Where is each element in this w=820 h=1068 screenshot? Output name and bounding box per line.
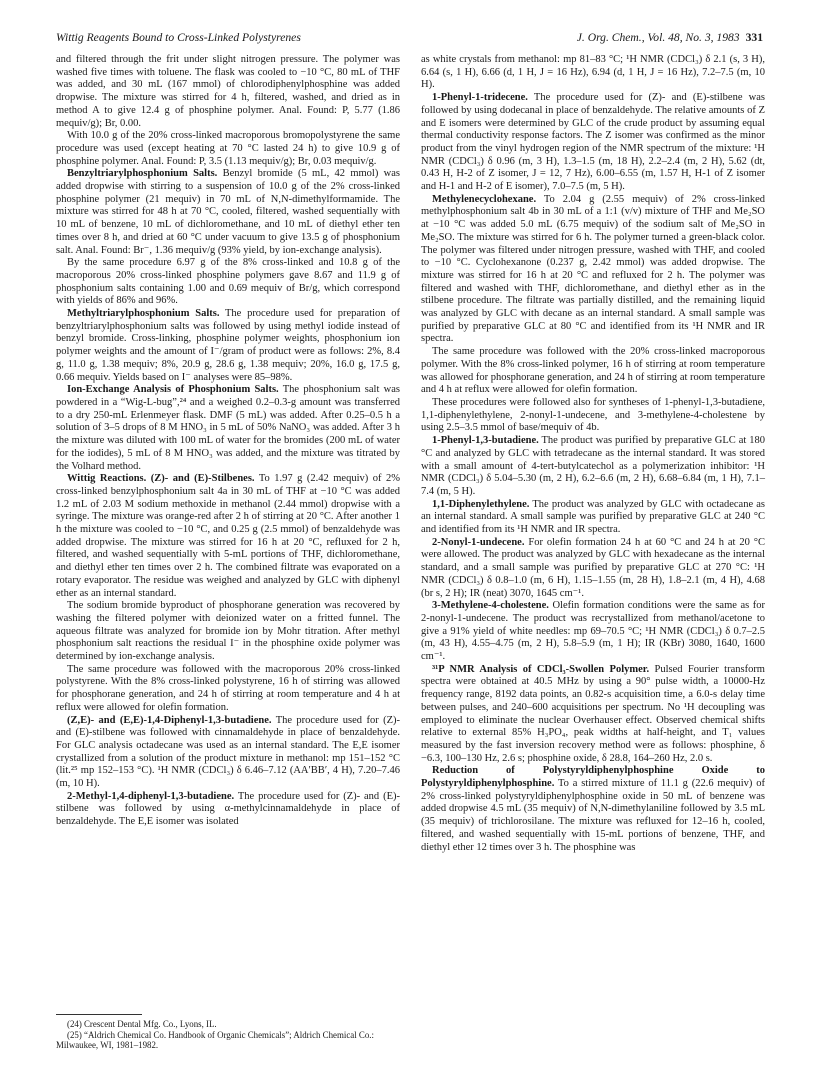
paragraph-text: For olefin formation 24 h at 60 °C and 24 h at 20 °C were allowed. The product was analyzed by GLC with hexadecane as the internal standard, and a small sample was purified by preparative GLC at 270 °C: ¹H NMR (CDCl₃) δ 0.8–1.0 (m, 6 H), 1.15–1.55 (m, 28 H), 1.8–2.1 (m, 4 H), 4.68 (br s, 2 H); IR (neat) 3070, 1645 cm⁻¹. — [421, 536, 765, 599]
paragraph — [421, 54, 765, 92]
paragraph-text: The same procedure was followed with the 20% cross-linked macroporous polymer. With the 8% cross-linked polymer, 16 h of stirring at room temperature was allowed for phosphorane generation, and 24 h of stirring at room temperature and 4 h at reflux were allowed for olefin formation. — [421, 346, 765, 396]
paragraph — [56, 257, 400, 308]
paragraph — [421, 435, 765, 499]
paragraph — [421, 664, 765, 766]
footnotes — [56, 1014, 400, 1051]
footnote-24: (24) Crescent Dental Mfg. Co., Lyons, IL. — [67, 1019, 217, 1029]
paragraph-text: The product was purified by preparative GLC at 180 °C and analyzed by GLC with tetradecane as the internal standard. It was stored with a small amount of 4-tert-butylcatechol as a polymerization inhibitor: ¹H NMR (CDCl₃) δ 5.04–5.30 (m, 2 H), 6.2–6.6 (m, 2 H), 6.68–6.84 (m, 1 H), 7.1–7.4 (m, 5 H). — [421, 435, 765, 497]
paragraph — [56, 791, 400, 829]
left-column — [56, 54, 400, 829]
journal-citation: J. Org. Chem., Vol. 48, No. 3, 1983 — [576, 31, 740, 44]
section-heading: 3-Methylene-4-cholestene. — [432, 600, 549, 612]
paragraph — [421, 537, 765, 601]
paragraph-text: The procedure used for (Z)- and (E)-stilbene was followed by using dodecanal in place of benzaldehyde. The relative amounts of Z and E isomers were determined by GLC of the crude product by assuming equal thermal conductivity response factors. The Z isomer was confirmed as the minor product from the vinyl hydrogen region of the NMR spectrum of the mixture: ¹H NMR (CDCl₃) δ 0.96 (m, 3 H), 1.3–1.5 (m, 18 H), 2.2–2.4 (m, 2 H), 5.62 (dt, 0.43 H, H-2 of Z isomer, J = 12, 7 Hz), 6.00–6.55 (m, 1.57 H, H-1 of Z isomer and H-1 and H-2 of E isomer), 7.0–7.5 (m, 5 H). — [421, 92, 765, 193]
paragraph-text: Benzyl bromide (5 mL, 42 mmol) was added dropwise with stirring to a suspension of 10.0 g of the 2% cross-linked phosphine polymer (21 mequiv) in 70 mL of N,N-dimethylformamide. The mixture was stirred for 48 h at 70 °C, cooled, filtered, washed sequentially with 10 mL of benzene, 10 mL of dichloromethane, and 10 mL of diethyl ether ten times over 8 h, and dried at 60 °C under vacuum to give 13.5 g of phosphonium salt. Anal. Found: Br⁻, 1.36 mequiv/g (93% yield, by ion-exchange analysis). — [56, 168, 400, 256]
paragraph-text: Olefin formation conditions were the same as for 2-nonyl-1-undecene. The product was recrystallized from methanol/acetone to give a 91% yield of white needles: mp 69–70.5 °C; ¹H NMR (CDCl₃) δ 0.7–2.5 (m, 43 H), 4.55–4.75 (m, 2 H), 5.8–5.9 (m, 1 H); IR (KBr) 3080, 1640, 1600 cm⁻¹. — [421, 600, 765, 663]
paragraph-text: To 2.04 g (2.55 mequiv) of 2% cross-linked methylphosphonium salt 4b in 30 mL of a 1:1 (v/v) mixture of THF and Me₂SO at −10 °C was added 5.0 mL (6.75 mequiv) of the sodium salt of Me₂SO in Me₂SO. The mixture was stirred for 6 h. The polymer turned a green-black color. The polymer was filtered under nitrogen pressure, washed with THF, and cooled to −10 °C. Cyclohexanone (0.237 g, 2.42 mmol) was added dropwise. The mixture was stirred for 16 h at 20 °C and refluxed for 2 h. The polymer was filtered and washed with THF, dichloromethane, and diethyl ether as in the stilbene procedure. The filtrate was partially distilled, and the remaining liquid was analyzed by GLC with decane as an internal standard. A small sample was purified by preparative GLC at 80 °C and identified from its ¹H NMR and IR spectra. — [421, 193, 765, 345]
paragraph-text: The same procedure was followed with the macroporous 20% cross-linked polystyrene. With the 8% cross-linked polystyrene, 16 h of stirring was allowed for phosphorane generation, and 24 h of stirring at room temperature and 4 h at reflux were allowed for olefin formation. — [56, 663, 400, 713]
paragraph-text: Pulsed Fourier transform spectra were obtained at 40.5 MHz by using a 90° pulse width, a 10000-Hz frequency range, 8192 data points, an 0.82-s acquisition time, a 6.0-s delay time between pulses, and 240–600 acquisitions per spectrum. No ¹H decoupling was employed to eliminate the nuclear Overhauser effect. Observed chemical shifts relative to external 85% H₃PO₄, peak widths at half-height, and T₁ values measured by the fast inversion recovery method were as follows: phosphine, δ −6.3, 100–130 Hz, 2.6 s; phosphine oxide, δ 28.8, 164–260 Hz, 2.0 s. — [421, 663, 765, 764]
section-heading: Ion-Exchange Analysis of Phosphonium Salts. — [67, 384, 279, 396]
section-heading: Wittig Reactions. (Z)- and (E)-Stilbenes. — [67, 473, 255, 485]
section-heading: Reduction of Polystyryldiphenylphosphine Oxide to Polystyryldiphenylphosphine. — [421, 765, 765, 790]
paragraph-text: and filtered through the frit under slight nitrogen pressure. The polymer was washed five times with toluene. The flask was cooled to −10 °C, 80 mL of THF was added, and 30 mL (167 mmol) of chlorodiphenylphosphine was added dropwise. The mixture was stirred for 4 h, filtered, washed, and dried as in method A to give 12.4 g of phosphine polymer. Anal. Found: P, 5.77 (1.86 mequiv/g); Br, 0.00. — [56, 54, 400, 129]
paragraph-text: The procedure used for (Z)- and (E)-stilbene was followed with cinnamaldehyde in place of benzaldehyde. For GLC analysis octadecane was used as an internal standard. The E,E isomer crystallized from a solution of the product mixture in methanol: mp 151–152 °C (lit.²⁵ mp 152–153 °C). ¹H NMR (CDCl₃) δ 6.46–7.12 (AA′BB′, 4 H), 7.20–7.46 (m, 10 H). — [56, 714, 400, 790]
right-column — [421, 54, 765, 854]
paragraph — [56, 473, 400, 600]
paragraph — [421, 346, 765, 397]
section-heading: 1-Phenyl-1-tridecene. — [432, 92, 528, 104]
paragraph — [56, 600, 400, 664]
paragraph — [421, 765, 765, 854]
paragraph-text: With 10.0 g of the 20% cross-linked macroporous bromopolystyrene the same procedure was used (except heating at 70 °C lasted 24 h) to give 10.9 g of phosphine polymer. Anal. Found: P, 3.5 (1.13 mequiv/g); Br, 0.03 mequiv/g. — [56, 130, 400, 167]
section-heading: 1-Phenyl-1,3-butadiene. — [432, 435, 539, 447]
paragraph-text: To 1.97 g (2.42 mequiv) of 2% cross-linked benzylphosphonium salt 4a in 30 mL of THF at −10 °C was added 1.2 mL of 2.03 M sodium methoxide in methanol (2.44 mmol) dropwise with a syringe. The mixture was orange-red after 2 h of stirring at 20 °C. After another 1 h the mixture was cooled to −10 °C, and 0.25 g (2.5 mmol) of benzaldehyde was added dropwise. The mixture was stirred for 16 h at 20 °C, refluxed for 2 h, filtered, and washed sequentially with 5-mL portions of THF, dichloromethane, and diethyl ether ten times over 2 h. The combined filtrate was evaporated on a rotary evaporator. The residue was weighed and analyzed by GLC with diphenyl ether as an internal standard. — [56, 473, 400, 599]
footnote-rule — [56, 1014, 142, 1015]
section-heading: Methylenecyclohexane. — [432, 193, 537, 205]
section-heading: 2-Nonyl-1-undecene. — [432, 536, 525, 548]
paragraph-text: The phosphonium salt was powdered in a “Wig-L-bug”,²⁴ and a weighed 0.2–0.3-g amount was transferred to a dry 250-mL Erlenmeyer flask. DMF (5 mL) was added. After 0.25–0.5 h a solution of 3–5 drops of 8 M HNO₃ in 5 mL of 50% NaNO₃ was added. After 3 h the mixture was diluted with 100 mL of water for the bromides (200 mL of water for the iodides), 5 mL of 8 M HNO₃ was added, and the mixture was titrated by the Volhard method. — [56, 384, 400, 472]
paragraph-text: By the same procedure 6.97 g of the 8% cross-linked and 10.8 g of the macroporous 20% cross-linked phosphine polymers gave 8.67 and 11.9 g of phosphonium salts containing 1.00 and 0.69 mequiv of Br/g, which correspond with yields of 86% and 96%. — [56, 257, 400, 307]
paragraph — [56, 130, 400, 168]
paragraph — [421, 194, 765, 346]
paragraph — [56, 168, 400, 257]
paragraph — [421, 397, 765, 435]
header-journal — [577, 30, 763, 46]
paragraph — [421, 92, 765, 194]
footnote-25: (25) “Aldrich Chemical Co. Handbook of Organic Chemicals”; Aldrich Chemical Co.: Milwaukee, WI, 1981–1982. — [56, 1029, 374, 1051]
page-number: 331 — [745, 31, 763, 44]
paragraph — [421, 499, 765, 537]
paragraph-text: These procedures were followed also for syntheses of 1-phenyl-1,3-butadiene, 1,1-diphenylethylene, 2-nonyl-1-undecene, and 3-methylene-4-cholestene by using 2.5–3.5 mmol of base/mequiv of 4b. — [421, 396, 765, 434]
running-header — [56, 30, 763, 46]
section-heading: 2-Methyl-1,4-diphenyl-1,3-butadiene. — [67, 790, 235, 802]
paragraph-text: The product was analyzed by GLC with octadecane as an internal standard. A small sample was purified by preparative GLC at 240 °C and identified from its ¹H NMR and IR spectra. — [421, 498, 765, 536]
paragraph-text: The procedure used for (Z)- and (E)-stilbene was followed by using α-methylcinnamaldehyde in place of benzaldehyde. The E,E isomer was isolated — [56, 790, 400, 828]
paragraph — [421, 600, 765, 664]
header-title: Wittig Reagents Bound to Cross-Linked Polystyrenes — [56, 31, 301, 44]
paragraph-text: The sodium bromide byproduct of phosphorane generation was recovered by washing the filtered polymer with deionized water on a fritted funnel. The aqueous filtrate was analyzed for bromide ion by Mohr titration. After methyl phosphonium salt reactions the residual I⁻ in the phosphine oxide polymer was determined by ion-exchange analysis. — [56, 600, 400, 663]
section-heading: Benzyltriarylphosphonium Salts. — [67, 168, 218, 180]
paragraph — [56, 384, 400, 473]
paragraph-text: as white crystals from methanol: mp 81–83 °C; ¹H NMR (CDCl₃) δ 2.1 (s, 3 H), 6.64 (s, 1 H), 6.66 (d, 1 H, J = 16 Hz), 6.94 (d, 1 H, J = 16 Hz), 7.2–7.5 (m, 10 H). — [421, 54, 765, 91]
paragraph — [56, 308, 400, 384]
section-heading: ³¹P NMR Analysis of CDCl₃-Swollen Polymer. — [432, 663, 650, 675]
section-heading: (Z,E)- and (E,E)-1,4-Diphenyl-1,3-butadiene. — [67, 714, 272, 726]
section-heading: Methyltriarylphosphonium Salts. — [67, 308, 220, 320]
paragraph — [56, 715, 400, 791]
paragraph-text: The procedure used for preparation of benzyltriarylphosphonium salts was followed by using methyl iodide instead of benzyl bromide. Cross-linking, phosphine polymer weights, phosphonium ion polymer weights and the amount of I⁻/gram of product were as follows: 2%, 8.4 g, 11.0 g, 1.38 mequiv; 8%, 20.9 g, 28.6 g, 1.38 mequiv; 20%, 16.0 g, 17.5 g, 0.66 mequiv. Yields based on I⁻ analyses were 85–98%. — [56, 308, 401, 383]
section-heading: 1,1-Diphenylethylene. — [432, 498, 530, 510]
paragraph-text: To a stirred mixture of 11.1 g (22.6 mequiv) of 2% cross-linked polystyryldiphenylphosphine oxide in 50 mL of benzene was added dropwise 4.5 mL (35 mequiv) of N,N-dimethylaniline followed by 3.5 mL (35 mequiv) of trichlorosilane. The mixture was refluxed for 12–16 h, cooled, filtered, and washed sequentially with 15-mL portions of benzene, THF, and diethyl ether 12 times over 3 h. The phosphine was — [421, 778, 765, 853]
paragraph — [56, 664, 400, 715]
paragraph — [56, 54, 400, 130]
